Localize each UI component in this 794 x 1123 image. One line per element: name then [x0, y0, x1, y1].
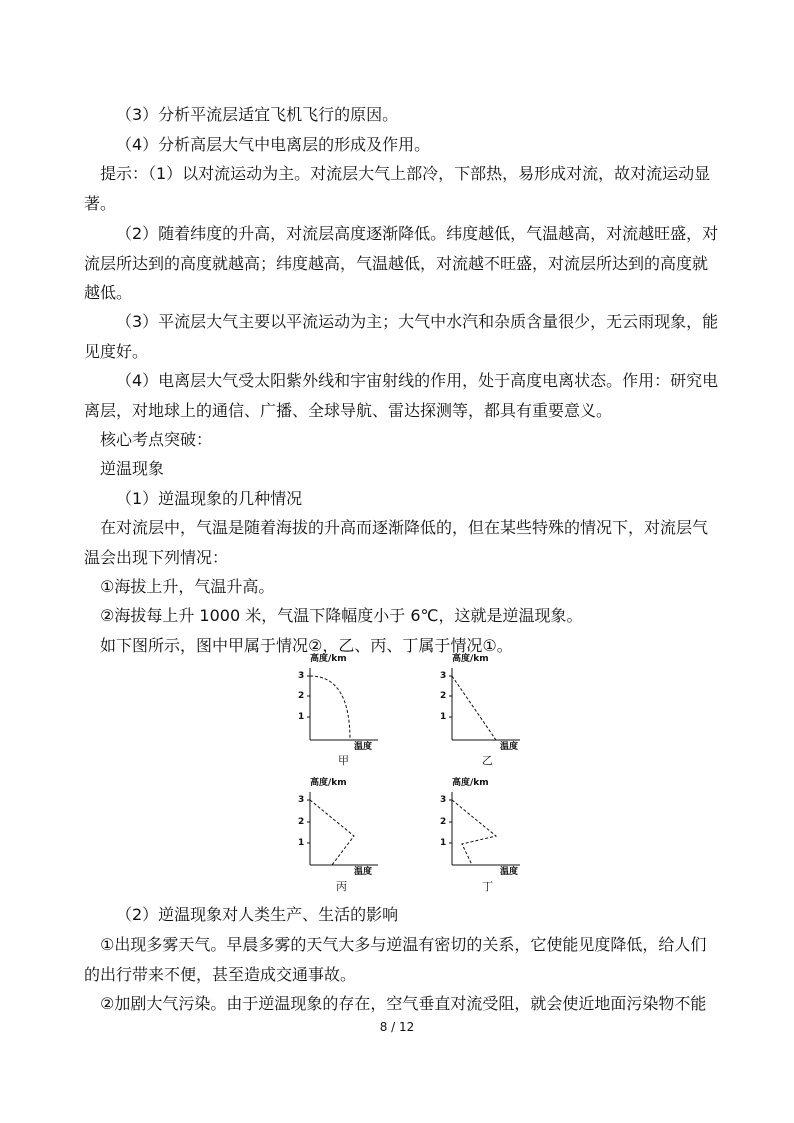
graph-jia [298, 654, 408, 772]
tick-1: 1 [440, 712, 447, 722]
y-axis-label: 高度/km [452, 654, 489, 664]
tick-1: 1 [298, 838, 305, 848]
x-axis-label: 温度 [500, 742, 519, 752]
tick-2: 2 [298, 691, 305, 701]
paragraph-1: （3）分析平流层适宜飞机飞行的原因。 [116, 105, 399, 124]
case-1: ①海拔上升，气温升高。 [100, 577, 275, 596]
y-axis-label: 高度/km [310, 778, 347, 788]
section-heading: 核心考点突破： [100, 430, 213, 449]
graph-yi-plot [440, 654, 550, 772]
graph-jia-plot [298, 654, 408, 772]
graph-bing [298, 776, 408, 894]
caption-yi: 乙 [482, 754, 493, 767]
tick-3: 3 [440, 795, 447, 805]
effect-1: ①出现多雾天气。早晨多雾的天气大多与逆温有密切的关系，它使能见度降低，给人们的出行带来不便，甚至造成交通事故。 [84, 935, 707, 984]
caption-jia: 甲 [338, 754, 349, 767]
graph-ding-plot [440, 776, 550, 894]
graph-bing-plot [298, 776, 408, 894]
hint-paragraph-1: 提示：（1）以对流运动为主。对流层大气上部冷，下部热，易形成对流，故对流运动显著。 [84, 164, 711, 213]
paragraph-2: （4）分析高层大气中电离层的形成及作用。 [116, 135, 431, 154]
caption-ding: 丁 [482, 880, 493, 893]
figure-intro: 如下图所示，图中甲属于情况②，乙、丙、丁属于情况①。 [100, 636, 513, 655]
x-axis-label: 温度 [354, 867, 373, 877]
tick-1: 1 [440, 838, 447, 848]
page-number: 8 / 12 [379, 1020, 415, 1034]
effect-2: ②加剧大气污染。由于逆温现象的存在，空气垂直对流受阻，就会使近地面污染物不能 [100, 994, 707, 1013]
tick-3: 3 [440, 671, 447, 681]
tick-2: 2 [440, 691, 447, 701]
hint-paragraph-2: （2）随着纬度的升高，对流层高度逐渐降低。纬度越低，气温越高，对流越旺盛，对流层所达到的高度就越高；纬度越高，气温越低，对流越不旺盛，对流层所达到的高度就越低。 [84, 224, 719, 302]
caption-bing: 丙 [336, 880, 347, 893]
y-axis-label: 高度/km [310, 654, 347, 664]
tick-1: 1 [298, 712, 305, 722]
subheading-1: （1）逆温现象的几种情况 [116, 489, 303, 508]
hint-paragraph-3: （3）平流层大气主要以平流运动为主；大气中水汽和杂质含量很少，无云雨现象，能见度好。 [84, 312, 719, 361]
tick-2: 2 [298, 817, 305, 827]
graph-yi [440, 654, 550, 772]
tick-3: 3 [298, 795, 305, 805]
tick-3: 3 [298, 671, 305, 681]
graph-ding [440, 776, 550, 894]
hint-paragraph-4: （4）电离层大气受太阳紫外线和宇宙射线的作用，处于高度电离状态。作用：研究电离层，对地球上的通信、广播、全球导航、雷达探测等，都具有重要意义。 [84, 371, 719, 420]
topic-title: 逆温现象 [100, 459, 165, 478]
paragraph-body-1: 在对流层中，气温是随着海拔的升高而逐渐降低的，但在某些特殊的情况下，对流层气温会出现下列情况： [84, 518, 709, 567]
y-axis-label: 高度/km [452, 778, 489, 788]
x-axis-label: 温度 [354, 742, 373, 752]
x-axis-label: 温度 [500, 867, 519, 877]
case-2: ②海拔每上升 1000 米，气温下降幅度小于 6℃，这就是逆温现象。 [100, 606, 583, 625]
subheading-2: （2）逆温现象对人类生产、生活的影响 [116, 905, 399, 924]
tick-2: 2 [440, 817, 447, 827]
